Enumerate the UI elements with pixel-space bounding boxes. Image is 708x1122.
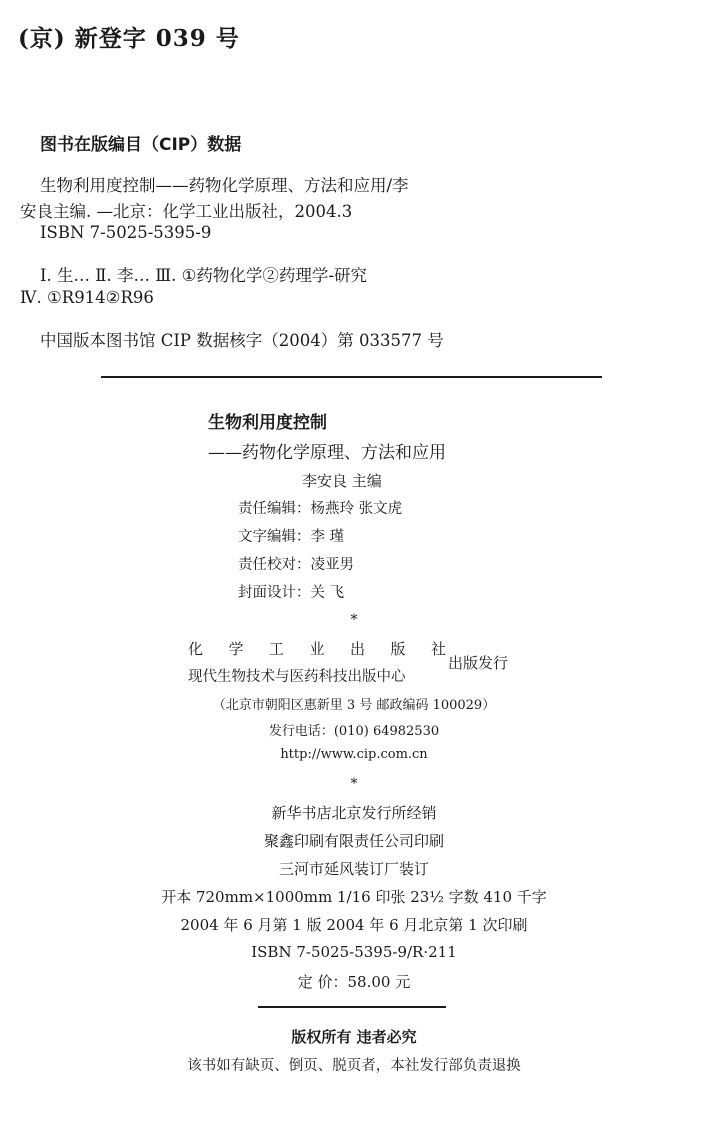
registration-number: (京) 新登字 039 号 [18,25,240,52]
divider [258,1006,446,1008]
separator-star: * [350,776,358,792]
copyright-notice: 版权所有 违者必究 [291,1028,417,1046]
cip-record-number: 中国版本图书馆 CIP 数据核字（2004）第 033577 号 [40,331,444,350]
publisher-phone: 发行电话：(010) 64982530 [268,724,440,739]
cip-line: 安良主编. —北京：化学工业出版社，2004.3 [20,202,353,221]
staff-editor: 责任编辑：杨燕玲 张文虎 [238,501,403,517]
book-title: 生物利用度控制 [208,413,327,433]
return-policy: 该书如有缺页、倒页、脱页者，本社发行部负责退换 [187,1058,521,1074]
divider [101,376,602,378]
book-subtitle: ——药物化学原理、方法和应用 [208,443,446,463]
book-author: 李安良 主编 [302,472,382,490]
format-info: 开本 720mm×1000mm 1/16 印张 23½ 字数 410 千字 [161,888,547,906]
cip-heading: 图书在版编目（CIP）数据 [40,135,242,155]
staff-proofreader: 责任校对：凌亚男 [238,557,354,573]
edition-info: 2004 年 6 月第 1 版 2004 年 6 月北京第 1 次印刷 [180,916,528,934]
cip-classification: Ⅰ. 生… Ⅱ. 李… Ⅲ. ①药物化学②药理学-研究 [40,266,367,285]
price: 定 价：58.00 元 [297,973,411,991]
publisher-name: 化学工业出版社 [188,640,446,658]
distributor: 新华书店北京发行所经销 [271,804,437,822]
binder: 三河市延风装订厂装订 [278,860,429,878]
separator-star: * [350,612,358,628]
isbn: ISBN 7-5025-5395-9/R·211 [251,943,457,961]
cip-isbn: ISBN 7-5025-5395-9 [40,223,212,242]
printer: 聚鑫印刷有限责任公司印刷 [263,832,444,850]
cip-classification: Ⅳ. ①R914②R96 [20,288,154,307]
cip-line: 生物利用度控制——药物化学原理、方法和应用/李 [40,176,409,195]
publisher-website: http://www.cip.com.cn [280,747,428,762]
publisher-address: （北京市朝阳区惠新里 3 号 邮政编码 100029） [212,698,496,713]
publisher-issue: 出版发行 [448,654,509,672]
publisher-center: 现代生物技术与医药科技出版中心 [188,669,406,685]
staff-text-editor: 文字编辑：李 瑾 [238,529,345,545]
staff-cover-design: 封面设计：关 飞 [238,585,345,601]
